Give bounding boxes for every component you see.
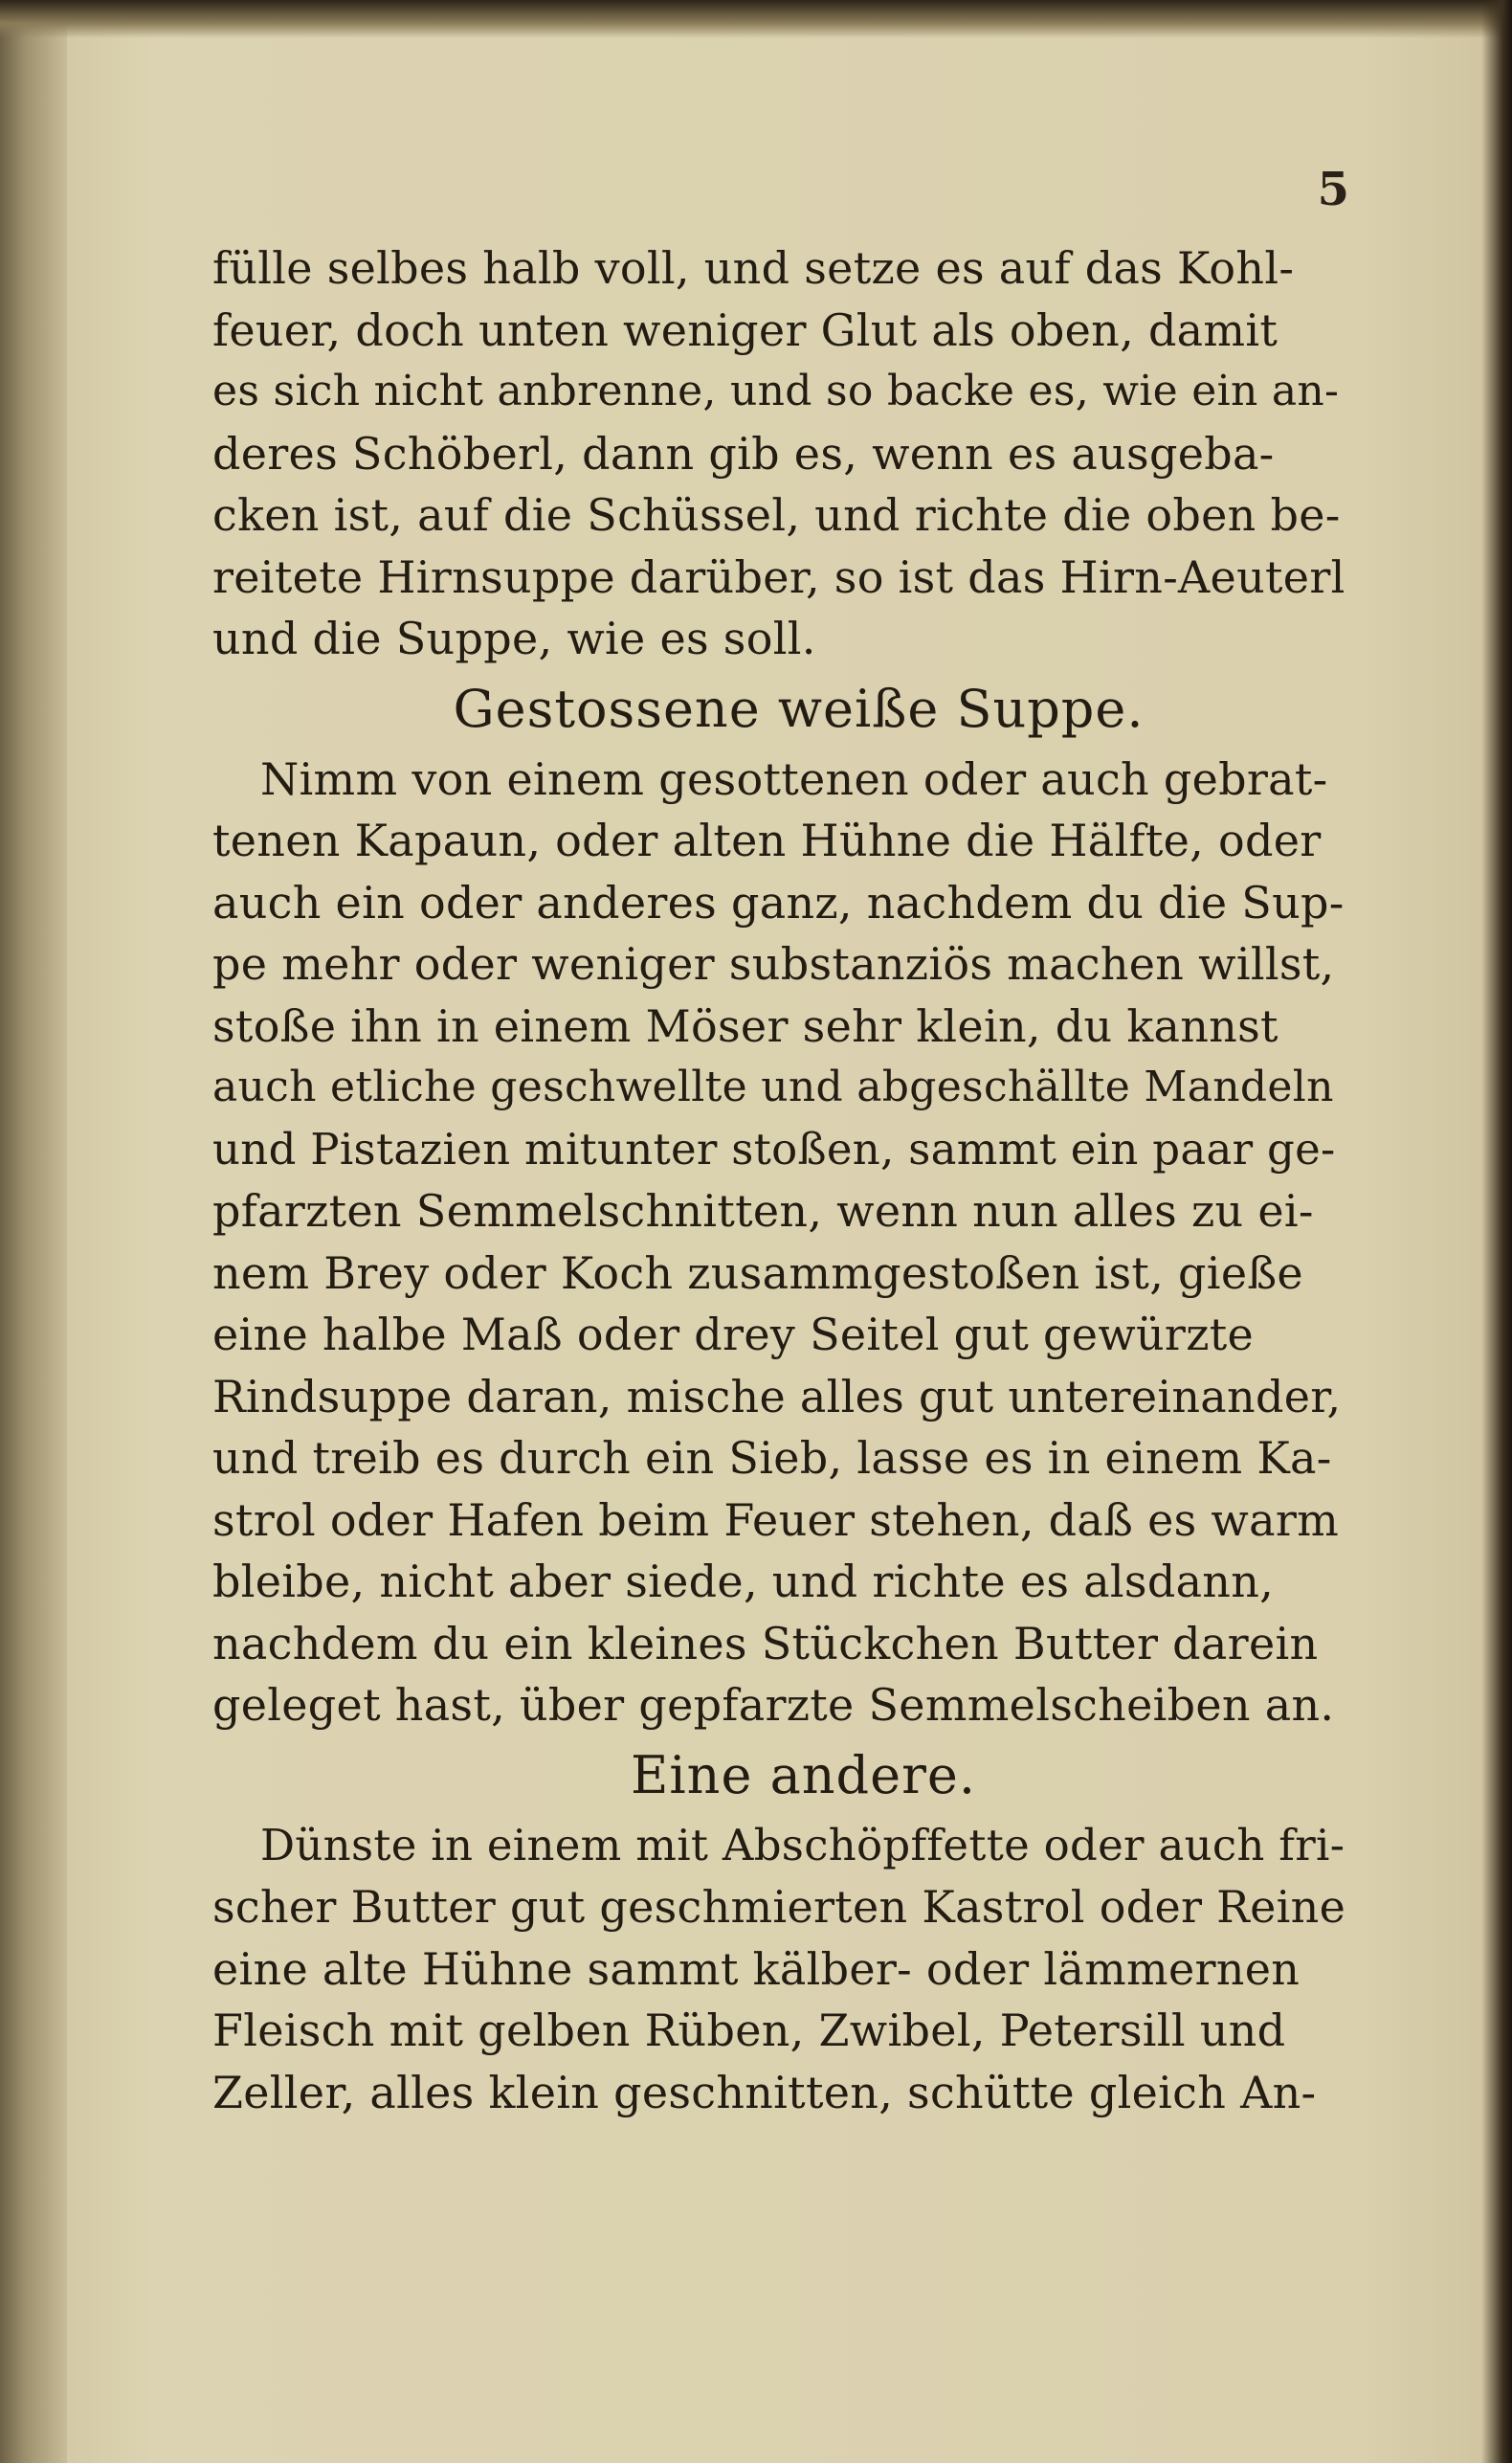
text-line: auch ein oder anderes ganz, nachdem du die Sup-: [212, 876, 1345, 929]
text-line: fülle selbes halb voll, und setze es auf das Kohl-: [212, 242, 1295, 294]
text-line: cken ist, auf die Schüssel, und richte die oben be-: [212, 489, 1341, 541]
text-line: und die Suppe, wie es soll.: [212, 613, 816, 664]
text-line: reitete Hirnsuppe darüber, so ist das Hirn-Aeuterl: [212, 550, 1345, 603]
section-heading-eine-andere: Eine andere.: [630, 1744, 977, 1805]
text-line: Fleisch mit gelben Rüben, Zwibel, Petersill und: [212, 2004, 1286, 2056]
text-line: eine halbe Maß oder drey Seitel gut gewürzte: [212, 1309, 1255, 1360]
text-line: Rindsuppe daran, mische alles gut untereinander,: [212, 1370, 1342, 1422]
text-line: tenen Kapaun, oder alten Hühne die Hälfte, oder: [212, 815, 1322, 866]
text-line: scher Butter gut geschmierten Kastrol oder Reine: [212, 1881, 1346, 1933]
text-line: strol oder Hafen beim Feuer stehen, daß es warm: [212, 1493, 1340, 1546]
text-line: pfarzten Semmelschnitten, wenn nun alles zu ei-: [212, 1185, 1314, 1237]
text-line: bleibe, nicht aber siede, und richte es alsdann,: [212, 1556, 1275, 1607]
text-line: deres Schöberl, dann gib es, wenn es ausgeba-: [212, 427, 1275, 480]
text-line: stoße ihn in einem Möser sehr klein, du kannst: [212, 999, 1279, 1052]
section-heading-gestossene-weisse-suppe: Gestossene weiße Suppe.: [453, 678, 1145, 739]
text-line: Nimm von einem gesottenen oder auch gebrat-: [260, 752, 1328, 805]
text-line: feuer, doch unten weniger Glut als oben, damit: [212, 303, 1279, 356]
text-line: es sich nicht anbrenne, und so backe es, wie ein an-: [212, 367, 1340, 415]
text-line: nachdem du ein kleines Stückchen Butter darein: [212, 1617, 1319, 1669]
text-line: und treib es durch ein Sieb, lasse es in einem Ka-: [212, 1432, 1332, 1484]
text-line: pe mehr oder weniger substanziös machen willst,: [212, 938, 1335, 990]
text-line: auch etliche geschwellte und abgeschällte Mandeln: [212, 1063, 1334, 1111]
body-text: [212, 237, 1356, 2123]
text-line: geleget hast, über gepfarzte Semmelscheiben an.: [212, 1679, 1335, 1731]
page-right-edge: [1481, 0, 1512, 2463]
text-line: nem Brey oder Koch zusammgestoßen ist, gieße: [212, 1246, 1303, 1299]
text-line: Zeller, alles klein geschnitten, schütte gleich An-: [212, 2066, 1317, 2118]
page-top-edge: [0, 0, 1512, 38]
text-line: Dünste in einem mit Abschöpffette oder auch fri-: [260, 1819, 1345, 1870]
page-number: 5: [1317, 163, 1349, 216]
text-line: eine alte Hühne sammt kälber- oder lämmernen: [212, 1942, 1301, 1995]
text-line: und Pistazien mitunter stoßen, sammt ein paar ge-: [212, 1123, 1336, 1175]
binding-gutter: [0, 0, 67, 2463]
